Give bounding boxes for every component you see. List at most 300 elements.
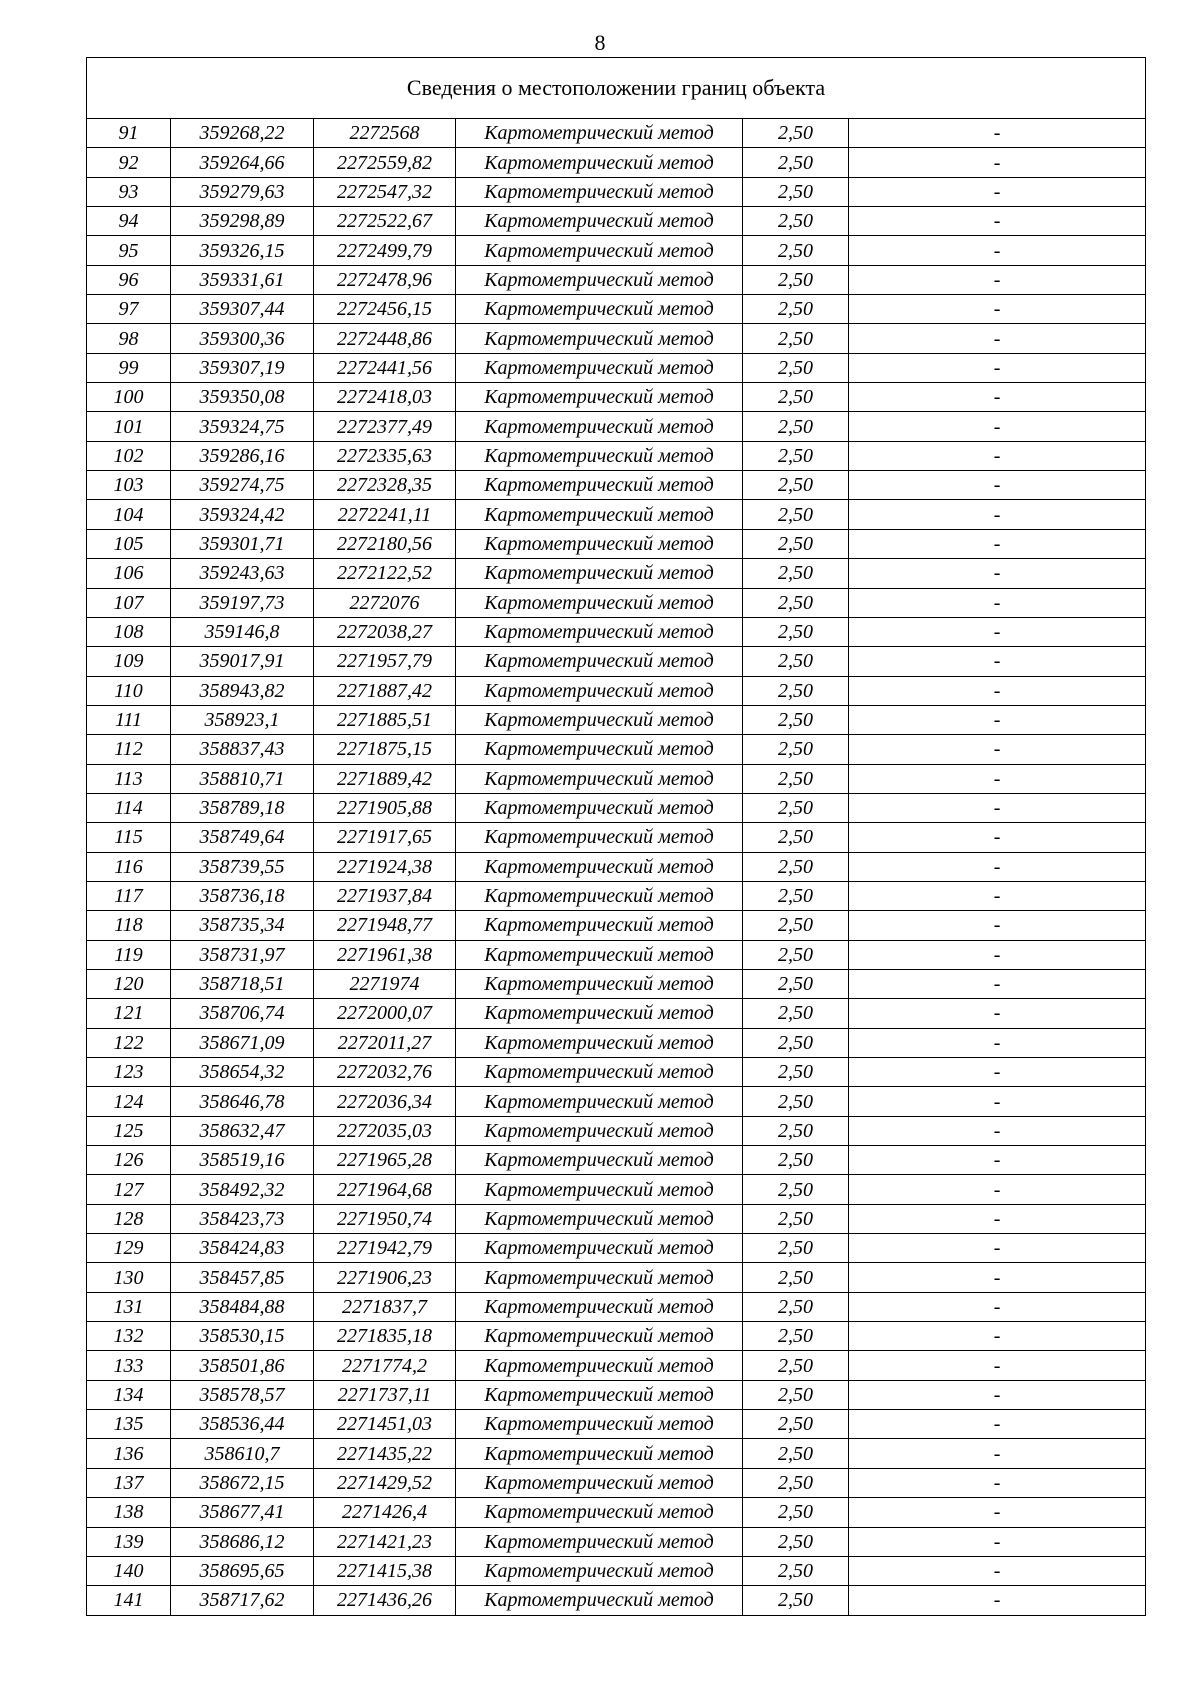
coord-x-cell: 358686,12 bbox=[171, 1527, 314, 1556]
table-row bbox=[87, 881, 1146, 910]
coord-x-cell: 359146,8 bbox=[171, 617, 314, 646]
coord-y-cell: 2272568 bbox=[314, 119, 456, 148]
description-cell: - bbox=[849, 383, 1146, 412]
table-row bbox=[87, 735, 1146, 764]
coord-y-cell: 2272011,27 bbox=[314, 1028, 456, 1057]
table-row bbox=[87, 1087, 1146, 1116]
method-cell: Картометрический метод bbox=[456, 999, 743, 1028]
method-cell: Картометрический метод bbox=[456, 1527, 743, 1556]
point-number-cell: 101 bbox=[87, 412, 171, 441]
method-cell: Картометрический метод bbox=[456, 676, 743, 705]
accuracy-cell: 2,50 bbox=[743, 1410, 849, 1439]
coord-x-cell: 359264,66 bbox=[171, 148, 314, 177]
coord-x-cell: 359324,75 bbox=[171, 412, 314, 441]
method-cell: Картометрический метод bbox=[456, 793, 743, 822]
coord-y-cell: 2271948,77 bbox=[314, 911, 456, 940]
method-cell: Картометрический метод bbox=[456, 177, 743, 206]
coord-y-cell: 2272559,82 bbox=[314, 148, 456, 177]
point-number-cell: 118 bbox=[87, 911, 171, 940]
description-cell: - bbox=[849, 236, 1146, 265]
method-cell: Картометрический метод bbox=[456, 705, 743, 734]
coord-x-cell: 358695,65 bbox=[171, 1556, 314, 1585]
method-cell: Картометрический метод bbox=[456, 1292, 743, 1321]
method-cell: Картометрический метод bbox=[456, 1116, 743, 1145]
coord-x-cell: 359197,73 bbox=[171, 588, 314, 617]
accuracy-cell: 2,50 bbox=[743, 383, 849, 412]
description-cell: - bbox=[849, 647, 1146, 676]
coord-x-cell: 359298,89 bbox=[171, 207, 314, 236]
method-cell: Картометрический метод bbox=[456, 412, 743, 441]
point-number-cell: 122 bbox=[87, 1028, 171, 1057]
table-row bbox=[87, 1322, 1146, 1351]
accuracy-cell: 2,50 bbox=[743, 265, 849, 294]
description-cell: - bbox=[849, 1116, 1146, 1145]
point-number-cell: 127 bbox=[87, 1175, 171, 1204]
point-number-cell: 116 bbox=[87, 852, 171, 881]
accuracy-cell: 2,50 bbox=[743, 940, 849, 969]
point-number-cell: 134 bbox=[87, 1380, 171, 1409]
description-cell: - bbox=[849, 207, 1146, 236]
coord-x-cell: 358718,51 bbox=[171, 969, 314, 998]
method-cell: Картометрический метод bbox=[456, 1586, 743, 1615]
coord-y-cell: 2271950,74 bbox=[314, 1204, 456, 1233]
coord-y-cell: 2271917,65 bbox=[314, 823, 456, 852]
coord-x-cell: 359326,15 bbox=[171, 236, 314, 265]
coord-y-cell: 2271965,28 bbox=[314, 1146, 456, 1175]
page-number: 8 bbox=[594, 30, 606, 55]
point-number-cell: 125 bbox=[87, 1116, 171, 1145]
coord-y-cell: 2272377,49 bbox=[314, 412, 456, 441]
description-cell: - bbox=[849, 324, 1146, 353]
method-cell: Картометрический метод bbox=[456, 236, 743, 265]
coord-x-cell: 358923,1 bbox=[171, 705, 314, 734]
point-number-cell: 119 bbox=[87, 940, 171, 969]
coord-y-cell: 2272076 bbox=[314, 588, 456, 617]
accuracy-cell: 2,50 bbox=[743, 1116, 849, 1145]
boundary-table bbox=[86, 57, 1146, 1616]
coord-x-cell: 358536,44 bbox=[171, 1410, 314, 1439]
method-cell: Картометрический метод bbox=[456, 1234, 743, 1263]
coord-y-cell: 2271937,84 bbox=[314, 881, 456, 910]
point-number-cell: 128 bbox=[87, 1204, 171, 1233]
table-row bbox=[87, 1527, 1146, 1556]
method-cell: Картометрический метод bbox=[456, 911, 743, 940]
coord-y-cell: 2272032,76 bbox=[314, 1058, 456, 1087]
table-row bbox=[87, 911, 1146, 940]
coord-y-cell: 2272478,96 bbox=[314, 265, 456, 294]
coord-x-cell: 359324,42 bbox=[171, 500, 314, 529]
method-cell: Картометрический метод bbox=[456, 1146, 743, 1175]
method-cell: Картометрический метод bbox=[456, 1498, 743, 1527]
accuracy-cell: 2,50 bbox=[743, 500, 849, 529]
accuracy-cell: 2,50 bbox=[743, 353, 849, 382]
table-row bbox=[87, 148, 1146, 177]
coord-y-cell: 2271924,38 bbox=[314, 852, 456, 881]
coord-x-cell: 358731,97 bbox=[171, 940, 314, 969]
point-number-cell: 135 bbox=[87, 1410, 171, 1439]
coord-y-cell: 2271887,42 bbox=[314, 676, 456, 705]
point-number-cell: 103 bbox=[87, 471, 171, 500]
coord-x-cell: 359268,22 bbox=[171, 119, 314, 148]
table-row bbox=[87, 852, 1146, 881]
accuracy-cell: 2,50 bbox=[743, 1234, 849, 1263]
table-row bbox=[87, 793, 1146, 822]
table-row bbox=[87, 1498, 1146, 1527]
description-cell: - bbox=[849, 911, 1146, 940]
coord-y-cell: 2271436,26 bbox=[314, 1586, 456, 1615]
table-row bbox=[87, 1146, 1146, 1175]
point-number-cell: 141 bbox=[87, 1586, 171, 1615]
coord-y-cell: 2272418,03 bbox=[314, 383, 456, 412]
description-cell: - bbox=[849, 705, 1146, 734]
method-cell: Картометрический метод bbox=[456, 1468, 743, 1497]
coord-x-cell: 359300,36 bbox=[171, 324, 314, 353]
description-cell: - bbox=[849, 148, 1146, 177]
coord-y-cell: 2272448,86 bbox=[314, 324, 456, 353]
coord-x-cell: 358519,16 bbox=[171, 1146, 314, 1175]
accuracy-cell: 2,50 bbox=[743, 1439, 849, 1468]
table-row bbox=[87, 324, 1146, 353]
description-cell: - bbox=[849, 852, 1146, 881]
description-cell: - bbox=[849, 676, 1146, 705]
coord-y-cell: 2271889,42 bbox=[314, 764, 456, 793]
point-number-cell: 121 bbox=[87, 999, 171, 1028]
coord-y-cell: 2272241,11 bbox=[314, 500, 456, 529]
description-cell: - bbox=[849, 500, 1146, 529]
coord-y-cell: 2272038,27 bbox=[314, 617, 456, 646]
coord-x-cell: 359286,16 bbox=[171, 441, 314, 470]
coord-x-cell: 358677,41 bbox=[171, 1498, 314, 1527]
method-cell: Картометрический метод bbox=[456, 1410, 743, 1439]
accuracy-cell: 2,50 bbox=[743, 1204, 849, 1233]
coord-x-cell: 358672,15 bbox=[171, 1468, 314, 1497]
accuracy-cell: 2,50 bbox=[743, 412, 849, 441]
table-body bbox=[87, 58, 1146, 1616]
coord-x-cell: 358578,57 bbox=[171, 1380, 314, 1409]
description-cell: - bbox=[849, 119, 1146, 148]
description-cell: - bbox=[849, 588, 1146, 617]
point-number-cell: 140 bbox=[87, 1556, 171, 1585]
accuracy-cell: 2,50 bbox=[743, 793, 849, 822]
table-row bbox=[87, 617, 1146, 646]
table-row bbox=[87, 588, 1146, 617]
coord-y-cell: 2271415,38 bbox=[314, 1556, 456, 1585]
coord-x-cell: 359301,71 bbox=[171, 529, 314, 558]
accuracy-cell: 2,50 bbox=[743, 969, 849, 998]
accuracy-cell: 2,50 bbox=[743, 852, 849, 881]
coord-y-cell: 2272000,07 bbox=[314, 999, 456, 1028]
description-cell: - bbox=[849, 999, 1146, 1028]
coord-y-cell: 2272035,03 bbox=[314, 1116, 456, 1145]
table-title: Сведения о местоположении границ объекта bbox=[87, 58, 1146, 119]
accuracy-cell: 2,50 bbox=[743, 177, 849, 206]
coord-y-cell: 2271421,23 bbox=[314, 1527, 456, 1556]
table-row bbox=[87, 1263, 1146, 1292]
coord-y-cell: 2271835,18 bbox=[314, 1322, 456, 1351]
table-row bbox=[87, 1234, 1146, 1263]
description-cell: - bbox=[849, 1556, 1146, 1585]
point-number-cell: 137 bbox=[87, 1468, 171, 1497]
coord-y-cell: 2271906,23 bbox=[314, 1263, 456, 1292]
coord-y-cell: 2271429,52 bbox=[314, 1468, 456, 1497]
method-cell: Картометрический метод bbox=[456, 265, 743, 294]
table-row bbox=[87, 1468, 1146, 1497]
accuracy-cell: 2,50 bbox=[743, 999, 849, 1028]
accuracy-cell: 2,50 bbox=[743, 119, 849, 148]
table-title-row bbox=[87, 58, 1146, 119]
accuracy-cell: 2,50 bbox=[743, 881, 849, 910]
point-number-cell: 109 bbox=[87, 647, 171, 676]
table-row bbox=[87, 764, 1146, 793]
point-number-cell: 115 bbox=[87, 823, 171, 852]
accuracy-cell: 2,50 bbox=[743, 823, 849, 852]
description-cell: - bbox=[849, 1175, 1146, 1204]
coord-x-cell: 359331,61 bbox=[171, 265, 314, 294]
point-number-cell: 111 bbox=[87, 705, 171, 734]
coord-y-cell: 2272499,79 bbox=[314, 236, 456, 265]
description-cell: - bbox=[849, 441, 1146, 470]
coord-y-cell: 2271451,03 bbox=[314, 1410, 456, 1439]
description-cell: - bbox=[849, 881, 1146, 910]
coord-x-cell: 358671,09 bbox=[171, 1028, 314, 1057]
method-cell: Картометрический метод bbox=[456, 471, 743, 500]
coord-y-cell: 2272335,63 bbox=[314, 441, 456, 470]
table-row bbox=[87, 295, 1146, 324]
description-cell: - bbox=[849, 1439, 1146, 1468]
description-cell: - bbox=[849, 412, 1146, 441]
description-cell: - bbox=[849, 1263, 1146, 1292]
table-row bbox=[87, 647, 1146, 676]
method-cell: Картометрический метод bbox=[456, 852, 743, 881]
method-cell: Картометрический метод bbox=[456, 1556, 743, 1585]
coord-x-cell: 358501,86 bbox=[171, 1351, 314, 1380]
table-row bbox=[87, 353, 1146, 382]
method-cell: Картометрический метод bbox=[456, 119, 743, 148]
coord-x-cell: 358706,74 bbox=[171, 999, 314, 1028]
method-cell: Картометрический метод bbox=[456, 969, 743, 998]
accuracy-cell: 2,50 bbox=[743, 1527, 849, 1556]
coord-y-cell: 2272441,56 bbox=[314, 353, 456, 382]
method-cell: Картометрический метод bbox=[456, 1263, 743, 1292]
description-cell: - bbox=[849, 1322, 1146, 1351]
table-row bbox=[87, 559, 1146, 588]
method-cell: Картометрический метод bbox=[456, 529, 743, 558]
description-cell: - bbox=[849, 265, 1146, 294]
description-cell: - bbox=[849, 1586, 1146, 1615]
point-number-cell: 100 bbox=[87, 383, 171, 412]
accuracy-cell: 2,50 bbox=[743, 1586, 849, 1615]
point-number-cell: 114 bbox=[87, 793, 171, 822]
point-number-cell: 110 bbox=[87, 676, 171, 705]
method-cell: Картометрический метод bbox=[456, 1058, 743, 1087]
coord-x-cell: 358423,73 bbox=[171, 1204, 314, 1233]
description-cell: - bbox=[849, 764, 1146, 793]
method-cell: Картометрический метод bbox=[456, 764, 743, 793]
coord-x-cell: 358530,15 bbox=[171, 1322, 314, 1351]
coord-x-cell: 359307,44 bbox=[171, 295, 314, 324]
description-cell: - bbox=[849, 1351, 1146, 1380]
description-cell: - bbox=[849, 353, 1146, 382]
coord-x-cell: 358717,62 bbox=[171, 1586, 314, 1615]
description-cell: - bbox=[849, 940, 1146, 969]
method-cell: Картометрический метод bbox=[456, 1204, 743, 1233]
table-row bbox=[87, 177, 1146, 206]
point-number-cell: 133 bbox=[87, 1351, 171, 1380]
point-number-cell: 95 bbox=[87, 236, 171, 265]
point-number-cell: 99 bbox=[87, 353, 171, 382]
table-row bbox=[87, 119, 1146, 148]
coord-x-cell: 358610,7 bbox=[171, 1439, 314, 1468]
coord-x-cell: 358810,71 bbox=[171, 764, 314, 793]
table-row bbox=[87, 500, 1146, 529]
method-cell: Картометрический метод bbox=[456, 559, 743, 588]
coord-y-cell: 2271875,15 bbox=[314, 735, 456, 764]
description-cell: - bbox=[849, 1410, 1146, 1439]
point-number-cell: 124 bbox=[87, 1087, 171, 1116]
table-row bbox=[87, 471, 1146, 500]
accuracy-cell: 2,50 bbox=[743, 148, 849, 177]
coord-y-cell: 2272522,67 bbox=[314, 207, 456, 236]
table-row bbox=[87, 383, 1146, 412]
accuracy-cell: 2,50 bbox=[743, 617, 849, 646]
method-cell: Картометрический метод bbox=[456, 441, 743, 470]
coord-x-cell: 358424,83 bbox=[171, 1234, 314, 1263]
method-cell: Картометрический метод bbox=[456, 1175, 743, 1204]
point-number-cell: 102 bbox=[87, 441, 171, 470]
coord-x-cell: 358492,32 bbox=[171, 1175, 314, 1204]
point-number-cell: 131 bbox=[87, 1292, 171, 1321]
method-cell: Картометрический метод bbox=[456, 324, 743, 353]
table-row bbox=[87, 1028, 1146, 1057]
method-cell: Картометрический метод bbox=[456, 1439, 743, 1468]
description-cell: - bbox=[849, 793, 1146, 822]
point-number-cell: 129 bbox=[87, 1234, 171, 1263]
description-cell: - bbox=[849, 1087, 1146, 1116]
coord-x-cell: 358837,43 bbox=[171, 735, 314, 764]
table-row bbox=[87, 969, 1146, 998]
coord-x-cell: 358457,85 bbox=[171, 1263, 314, 1292]
coord-y-cell: 2271942,79 bbox=[314, 1234, 456, 1263]
coord-x-cell: 359279,63 bbox=[171, 177, 314, 206]
accuracy-cell: 2,50 bbox=[743, 735, 849, 764]
coord-y-cell: 2272328,35 bbox=[314, 471, 456, 500]
coord-x-cell: 359307,19 bbox=[171, 353, 314, 382]
coord-x-cell: 358484,88 bbox=[171, 1292, 314, 1321]
point-number-cell: 92 bbox=[87, 148, 171, 177]
method-cell: Картометрический метод bbox=[456, 617, 743, 646]
coord-x-cell: 358749,64 bbox=[171, 823, 314, 852]
table-row bbox=[87, 412, 1146, 441]
point-number-cell: 130 bbox=[87, 1263, 171, 1292]
coord-x-cell: 358735,34 bbox=[171, 911, 314, 940]
method-cell: Картометрический метод bbox=[456, 881, 743, 910]
accuracy-cell: 2,50 bbox=[743, 207, 849, 236]
point-number-cell: 120 bbox=[87, 969, 171, 998]
coord-y-cell: 2271774,2 bbox=[314, 1351, 456, 1380]
table-row bbox=[87, 207, 1146, 236]
coord-y-cell: 2271837,7 bbox=[314, 1292, 456, 1321]
point-number-cell: 91 bbox=[87, 119, 171, 148]
coord-x-cell: 359017,91 bbox=[171, 647, 314, 676]
method-cell: Картометрический метод bbox=[456, 647, 743, 676]
point-number-cell: 96 bbox=[87, 265, 171, 294]
accuracy-cell: 2,50 bbox=[743, 529, 849, 558]
description-cell: - bbox=[849, 529, 1146, 558]
point-number-cell: 136 bbox=[87, 1439, 171, 1468]
coord-x-cell: 359243,63 bbox=[171, 559, 314, 588]
description-cell: - bbox=[849, 1028, 1146, 1057]
coord-y-cell: 2272036,34 bbox=[314, 1087, 456, 1116]
coord-y-cell: 2271974 bbox=[314, 969, 456, 998]
table-row bbox=[87, 1410, 1146, 1439]
method-cell: Картометрический метод bbox=[456, 735, 743, 764]
coord-y-cell: 2272180,56 bbox=[314, 529, 456, 558]
accuracy-cell: 2,50 bbox=[743, 1556, 849, 1585]
description-cell: - bbox=[849, 1468, 1146, 1497]
description-cell: - bbox=[849, 1380, 1146, 1409]
method-cell: Картометрический метод bbox=[456, 500, 743, 529]
method-cell: Картометрический метод bbox=[456, 940, 743, 969]
description-cell: - bbox=[849, 1204, 1146, 1233]
table-row bbox=[87, 1058, 1146, 1087]
accuracy-cell: 2,50 bbox=[743, 236, 849, 265]
point-number-cell: 104 bbox=[87, 500, 171, 529]
point-number-cell: 112 bbox=[87, 735, 171, 764]
coord-y-cell: 2272122,52 bbox=[314, 559, 456, 588]
coord-x-cell: 358654,32 bbox=[171, 1058, 314, 1087]
point-number-cell: 117 bbox=[87, 881, 171, 910]
accuracy-cell: 2,50 bbox=[743, 1087, 849, 1116]
description-cell: - bbox=[849, 1527, 1146, 1556]
accuracy-cell: 2,50 bbox=[743, 1292, 849, 1321]
table-row bbox=[87, 705, 1146, 734]
accuracy-cell: 2,50 bbox=[743, 471, 849, 500]
accuracy-cell: 2,50 bbox=[743, 1380, 849, 1409]
coord-x-cell: 358646,78 bbox=[171, 1087, 314, 1116]
accuracy-cell: 2,50 bbox=[743, 764, 849, 793]
description-cell: - bbox=[849, 295, 1146, 324]
point-number-cell: 108 bbox=[87, 617, 171, 646]
accuracy-cell: 2,50 bbox=[743, 1351, 849, 1380]
description-cell: - bbox=[849, 969, 1146, 998]
method-cell: Картометрический метод bbox=[456, 1028, 743, 1057]
coord-x-cell: 358789,18 bbox=[171, 793, 314, 822]
coord-y-cell: 2271737,11 bbox=[314, 1380, 456, 1409]
table-row bbox=[87, 1175, 1146, 1204]
accuracy-cell: 2,50 bbox=[743, 1028, 849, 1057]
coord-y-cell: 2271885,51 bbox=[314, 705, 456, 734]
description-cell: - bbox=[849, 559, 1146, 588]
point-number-cell: 138 bbox=[87, 1498, 171, 1527]
description-cell: - bbox=[849, 1058, 1146, 1087]
description-cell: - bbox=[849, 1498, 1146, 1527]
point-number-cell: 98 bbox=[87, 324, 171, 353]
method-cell: Картометрический метод bbox=[456, 383, 743, 412]
table-row bbox=[87, 529, 1146, 558]
coord-y-cell: 2272456,15 bbox=[314, 295, 456, 324]
accuracy-cell: 2,50 bbox=[743, 1175, 849, 1204]
table-row bbox=[87, 1380, 1146, 1409]
accuracy-cell: 2,50 bbox=[743, 324, 849, 353]
point-number-cell: 93 bbox=[87, 177, 171, 206]
accuracy-cell: 2,50 bbox=[743, 559, 849, 588]
method-cell: Картометрический метод bbox=[456, 148, 743, 177]
accuracy-cell: 2,50 bbox=[743, 911, 849, 940]
accuracy-cell: 2,50 bbox=[743, 705, 849, 734]
method-cell: Картометрический метод bbox=[456, 353, 743, 382]
coord-x-cell: 359350,08 bbox=[171, 383, 314, 412]
accuracy-cell: 2,50 bbox=[743, 1146, 849, 1175]
